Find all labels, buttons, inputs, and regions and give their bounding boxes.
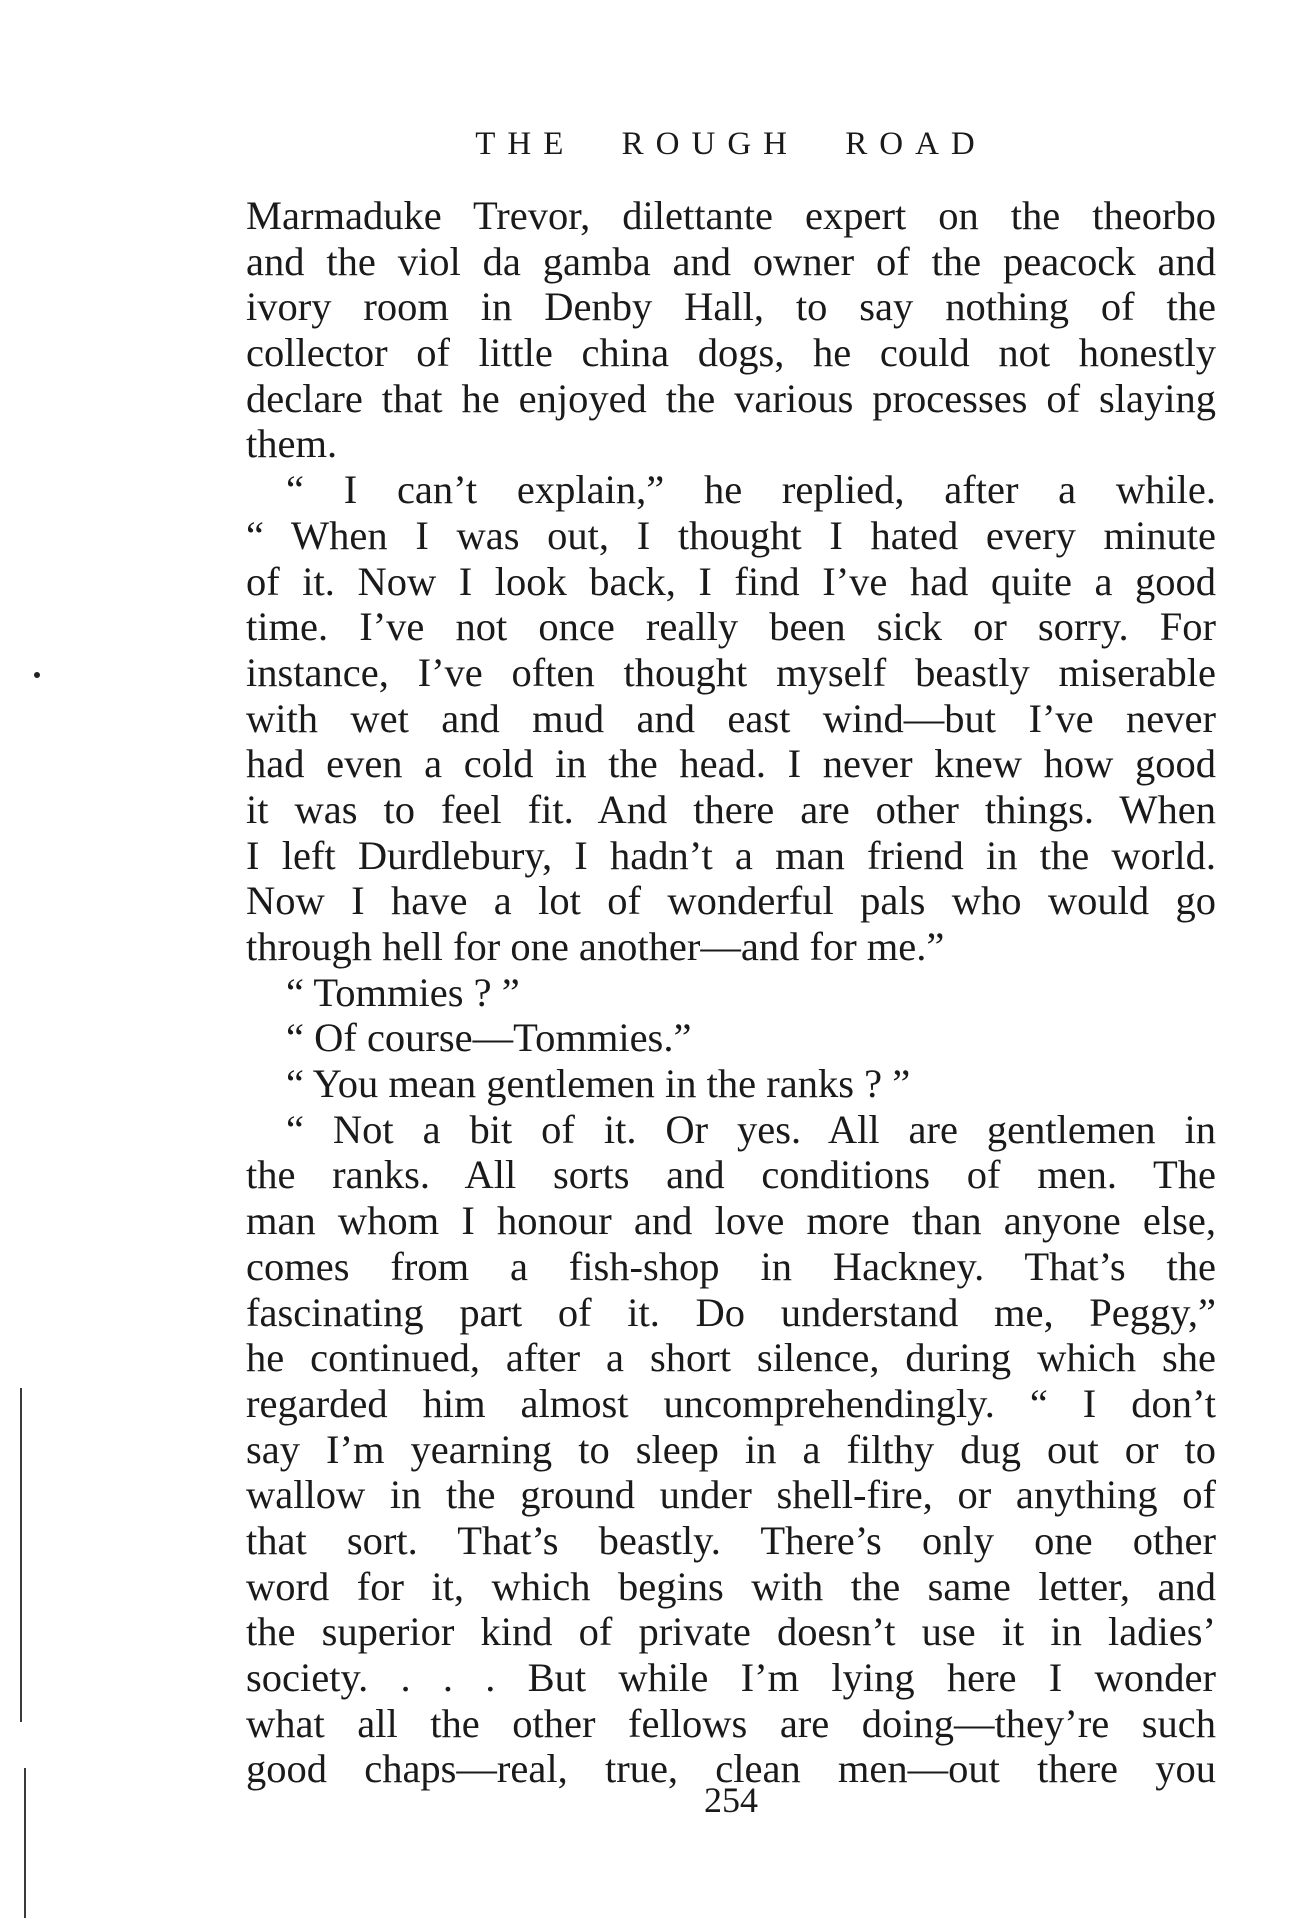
text-line: “ I can’t explain,” he replied, after a while. (286, 467, 1216, 513)
text-line: what all the other fellows are doing—they’re such (246, 1700, 1216, 1746)
text-line: I left Durdlebury, I hadn’t a man friend in the world. (246, 832, 1216, 878)
text-line: man whom I honour and love more than anyone else, (246, 1198, 1216, 1244)
text-line: word for it, which begins with the same letter, and (246, 1563, 1216, 1609)
text-line: with wet and mud and east wind—but I’ve never (246, 695, 1216, 741)
text-line: that sort. That’s beastly. There’s only one other (246, 1517, 1216, 1563)
text-line: instance, I’ve often thought myself beastly miserable (246, 649, 1216, 695)
text-line: “ When I was out, I thought I hated every minute (246, 512, 1216, 558)
text-line: of it. Now I look back, I find I’ve had quite a good (246, 558, 1216, 604)
body-text (246, 193, 1216, 1792)
text-line: had even a cold in the head. I never knew how good (246, 741, 1216, 787)
text-line: collector of little china dogs, he could not honestly (246, 330, 1216, 376)
text-line: it was to feel fit. And there are other things. When (246, 786, 1216, 832)
text-line: “ Tommies ? ” (286, 969, 520, 1015)
text-line: wallow in the ground under shell-fire, or anything of (246, 1472, 1216, 1518)
text-line: and the viol da gamba and owner of the peacock and (246, 238, 1216, 284)
text-line: them. (246, 421, 338, 467)
text-line: comes from a fish-shop in Hackney. That’s the (246, 1243, 1216, 1289)
page-number: 254 (704, 1780, 758, 1820)
text-line: the ranks. All sorts and conditions of men. The (246, 1152, 1216, 1198)
text-line: say I’m yearning to sleep in a filthy dug out or to (246, 1426, 1216, 1472)
text-line: good chaps—real, true, clean men—out there you (246, 1746, 1216, 1792)
scan-speck (34, 672, 40, 678)
text-line: “ You mean gentlemen in the ranks ? ” (286, 1061, 911, 1107)
running-head: THE ROUGH ROAD (475, 126, 987, 162)
margin-line-mark (20, 1388, 22, 1722)
text-line: fascinating part of it. Do understand me, Peggy,” (246, 1289, 1216, 1335)
text-line: declare that he enjoyed the various processes of slaying (246, 375, 1216, 421)
text-line: the superior kind of private doesn’t use it in ladies’ (246, 1609, 1216, 1655)
text-line: regarded him almost uncomprehendingly. “ I don’t (246, 1380, 1216, 1426)
text-line: Now I have a lot of wonderful pals who would go (246, 878, 1216, 924)
text-line: “ Not a bit of it. Or yes. All are gentlemen in (286, 1106, 1216, 1152)
text-line: through hell for one another—and for me.” (246, 924, 945, 969)
text-line: ivory room in Denby Hall, to say nothing of the (246, 284, 1216, 330)
text-line: society. . . . But while I’m lying here I wonder (246, 1655, 1216, 1700)
text-line: he continued, after a short silence, during which she (246, 1335, 1216, 1381)
text-line: “ Of course—Tommies.” (286, 1015, 692, 1061)
text-line: Marmaduke Trevor, dilettante expert on the theorbo (246, 193, 1216, 238)
margin-line-mark (24, 1768, 26, 1918)
text-line: time. I’ve not once really been sick or sorry. For (246, 604, 1216, 650)
